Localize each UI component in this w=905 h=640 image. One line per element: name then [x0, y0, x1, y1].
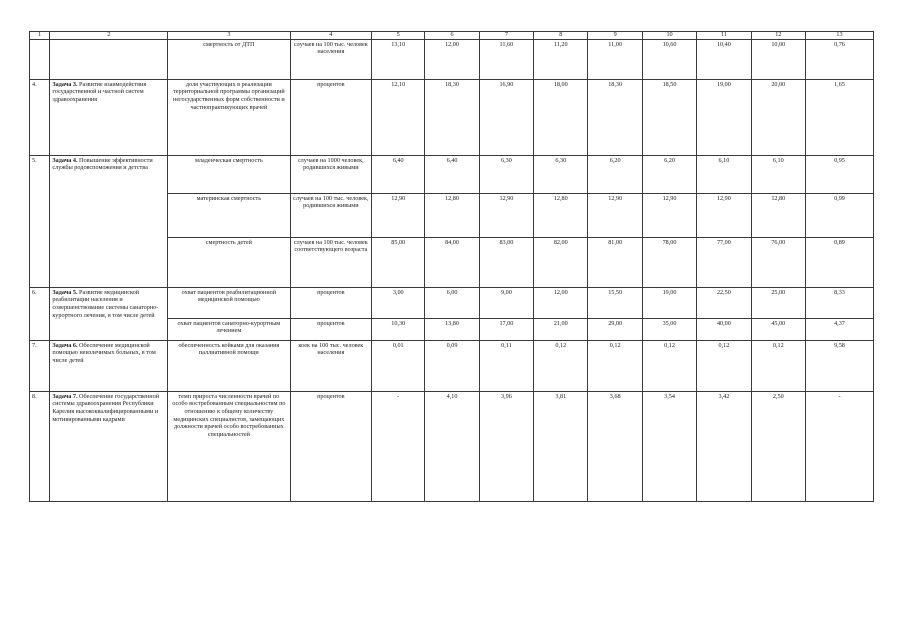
- value-cell: 12,90: [697, 193, 751, 237]
- value-cell: 3,42: [697, 391, 751, 501]
- header-row: [30, 32, 874, 40]
- value-cell: 40,00: [697, 318, 751, 340]
- value-cell: 0,09: [425, 340, 479, 391]
- value-cell: 12,00: [534, 287, 588, 318]
- value-cell: 45,00: [751, 318, 805, 340]
- value-cell: 12,90: [588, 193, 642, 237]
- value-cell: 19,00: [642, 287, 696, 318]
- unit-cell: процентов: [290, 287, 372, 318]
- unit-cell: случаев на 100 тыс. человек, родившихся живыми: [290, 193, 372, 237]
- value-cell: 0,11: [479, 340, 533, 391]
- unit-cell: процентов: [290, 391, 372, 501]
- col-header: 12: [751, 32, 805, 40]
- row-number: [30, 39, 50, 79]
- value-cell: 3,68: [588, 391, 642, 501]
- value-cell: 10,40: [697, 39, 751, 79]
- indicator-cell: младенческая смертность: [168, 155, 290, 193]
- value-cell: 6,40: [425, 155, 479, 193]
- col-header: 3: [168, 32, 290, 40]
- value-cell: 1,65: [805, 79, 873, 155]
- value-cell: 12,10: [372, 79, 425, 155]
- col-header: 2: [50, 32, 168, 40]
- value-cell: 10,60: [642, 39, 696, 79]
- value-cell: 85,00: [372, 237, 425, 287]
- indicator-cell: материнская смертность: [168, 193, 290, 237]
- value-cell: 2,50: [751, 391, 805, 501]
- task-cell: [50, 39, 168, 79]
- indicator-cell: смертность от ДТП: [168, 39, 290, 79]
- value-cell: 77,00: [697, 237, 751, 287]
- col-header: 6: [425, 32, 479, 40]
- table-row: [30, 340, 874, 391]
- indicator-cell: обеспеченность койками для оказания паллиативной помощи: [168, 340, 290, 391]
- table-row: [30, 391, 874, 501]
- col-header: 4: [290, 32, 372, 40]
- value-cell: 9,58: [805, 340, 873, 391]
- col-header: 11: [697, 32, 751, 40]
- value-cell: 0,89: [805, 237, 873, 287]
- value-cell: 11,60: [479, 39, 533, 79]
- value-cell: 6,20: [588, 155, 642, 193]
- value-cell: 12,80: [425, 193, 479, 237]
- task-label: Задача 4.: [52, 156, 78, 164]
- value-cell: 0,12: [588, 340, 642, 391]
- value-cell: 15,50: [588, 287, 642, 318]
- unit-cell: процентов: [290, 318, 372, 340]
- col-header: 8: [534, 32, 588, 40]
- task-cell: [50, 287, 168, 340]
- value-cell: 3,81: [534, 391, 588, 501]
- task-label: Задача 7.: [52, 392, 78, 400]
- col-header: 13: [805, 32, 873, 40]
- col-header: 10: [642, 32, 696, 40]
- value-cell: 22,50: [697, 287, 751, 318]
- value-cell: 12,90: [372, 193, 425, 237]
- value-cell: 13,10: [372, 39, 425, 79]
- value-cell: 12,80: [534, 193, 588, 237]
- value-cell: 20,00: [751, 79, 805, 155]
- unit-cell: случаев на 100 тыс. человек соответствующего возраста: [290, 237, 372, 287]
- col-header: 9: [588, 32, 642, 40]
- task-text: Развитие взаимодействия государственной и частной систем здравоохранения: [52, 80, 147, 103]
- value-cell: 0,95: [805, 155, 873, 193]
- unit-cell: коек на 100 тыс. человек населения: [290, 340, 372, 391]
- value-cell: 0,76: [805, 39, 873, 79]
- value-cell: 6,10: [751, 155, 805, 193]
- value-cell: 3,00: [372, 287, 425, 318]
- value-cell: 0,12: [697, 340, 751, 391]
- value-cell: 84,00: [425, 237, 479, 287]
- value-cell: 0,12: [534, 340, 588, 391]
- value-cell: 6,30: [534, 155, 588, 193]
- row-number: 8.: [30, 391, 50, 501]
- col-header: 1: [30, 32, 50, 40]
- value-cell: 81,00: [588, 237, 642, 287]
- task-text: Развитие медицинской реабилитации населения и совершенствование системы санаторно-курортного лечения, в том числе детей: [52, 288, 159, 319]
- value-cell: 6,10: [697, 155, 751, 193]
- indicator-cell: охват пациентов санаторно-курортным лечением: [168, 318, 290, 340]
- value-cell: 6,20: [642, 155, 696, 193]
- value-cell: 0,99: [805, 193, 873, 237]
- value-cell: 82,00: [534, 237, 588, 287]
- row-number: 7.: [30, 340, 50, 391]
- value-cell: 0,12: [751, 340, 805, 391]
- value-cell: 12,90: [642, 193, 696, 237]
- indicator-cell: доля участвующих в реализации территориальной программы организаций негосударственных форм собственности и частнопрактикующих врачей: [168, 79, 290, 155]
- value-cell: 10,00: [751, 39, 805, 79]
- value-cell: 18,50: [642, 79, 696, 155]
- value-cell: 76,00: [751, 237, 805, 287]
- unit-cell: случаев на 1000 человек, родившихся живыми: [290, 155, 372, 193]
- value-cell: 16,90: [479, 79, 533, 155]
- task-cell: [50, 340, 168, 391]
- indicator-cell: охват пациентов реабилитационной медицинской помощью: [168, 287, 290, 318]
- value-cell: 83,00: [479, 237, 533, 287]
- value-cell: 78,00: [642, 237, 696, 287]
- task-cell: [50, 155, 168, 287]
- value-cell: 6,00: [425, 287, 479, 318]
- value-cell: 12,80: [751, 193, 805, 237]
- value-cell: -: [372, 391, 425, 501]
- value-cell: 12,90: [479, 193, 533, 237]
- value-cell: 11,20: [534, 39, 588, 79]
- value-cell: 19,00: [697, 79, 751, 155]
- value-cell: 4,37: [805, 318, 873, 340]
- table-row: [30, 79, 874, 155]
- value-cell: 17,00: [479, 318, 533, 340]
- value-cell: 18,30: [588, 79, 642, 155]
- unit-cell: случаев на 100 тыс. человек населения: [290, 39, 372, 79]
- col-header: 7: [479, 32, 533, 40]
- indicator-cell: смертность детей: [168, 237, 290, 287]
- task-text: Обеспечение государственной системы здравоохранения Республики Карелия высококвалифицированными и мотивированными кадрами: [52, 392, 160, 423]
- value-cell: 8,33: [805, 287, 873, 318]
- value-cell: 6,40: [372, 155, 425, 193]
- task-cell: [50, 79, 168, 155]
- unit-cell: процентов: [290, 79, 372, 155]
- value-cell: 9,00: [479, 287, 533, 318]
- table-row: [30, 39, 874, 79]
- value-cell: 0,12: [642, 340, 696, 391]
- indicator-cell: темп прироста численности врачей по особо востребованным специальностям по отношению к общему количеству медицинских специалистов, замещающих должности врачей особо востребованных специальностей: [168, 391, 290, 501]
- task-label: Задача 5.: [52, 288, 78, 296]
- col-header: 5: [372, 32, 425, 40]
- value-cell: 21,00: [534, 318, 588, 340]
- row-number: 5.: [30, 155, 50, 287]
- task-cell: [50, 391, 168, 501]
- value-cell: 13,80: [425, 318, 479, 340]
- task-text: Обеспечение медицинской помощью неизлечимых больных, в том числе детей: [52, 341, 156, 364]
- value-cell: 12,00: [425, 39, 479, 79]
- value-cell: 3,54: [642, 391, 696, 501]
- value-cell: 25,00: [751, 287, 805, 318]
- table-row: [30, 155, 874, 193]
- value-cell: 35,00: [642, 318, 696, 340]
- value-cell: 3,96: [479, 391, 533, 501]
- value-cell: 0,01: [372, 340, 425, 391]
- row-number: 6.: [30, 287, 50, 340]
- task-label: Задача 6.: [52, 341, 78, 349]
- task-label: Задача 3.: [52, 80, 78, 88]
- value-cell: 4,10: [425, 391, 479, 501]
- value-cell: 11,00: [588, 39, 642, 79]
- indicator-table: [29, 31, 874, 502]
- value-cell: 18,00: [534, 79, 588, 155]
- value-cell: 10,30: [372, 318, 425, 340]
- value-cell: 6,30: [479, 155, 533, 193]
- table-row: [30, 287, 874, 318]
- value-cell: -: [805, 391, 873, 501]
- value-cell: 29,00: [588, 318, 642, 340]
- task-text: Повышение эффективности службы родовспоможения и детства: [52, 156, 153, 172]
- value-cell: 18,30: [425, 79, 479, 155]
- row-number: 4.: [30, 79, 50, 155]
